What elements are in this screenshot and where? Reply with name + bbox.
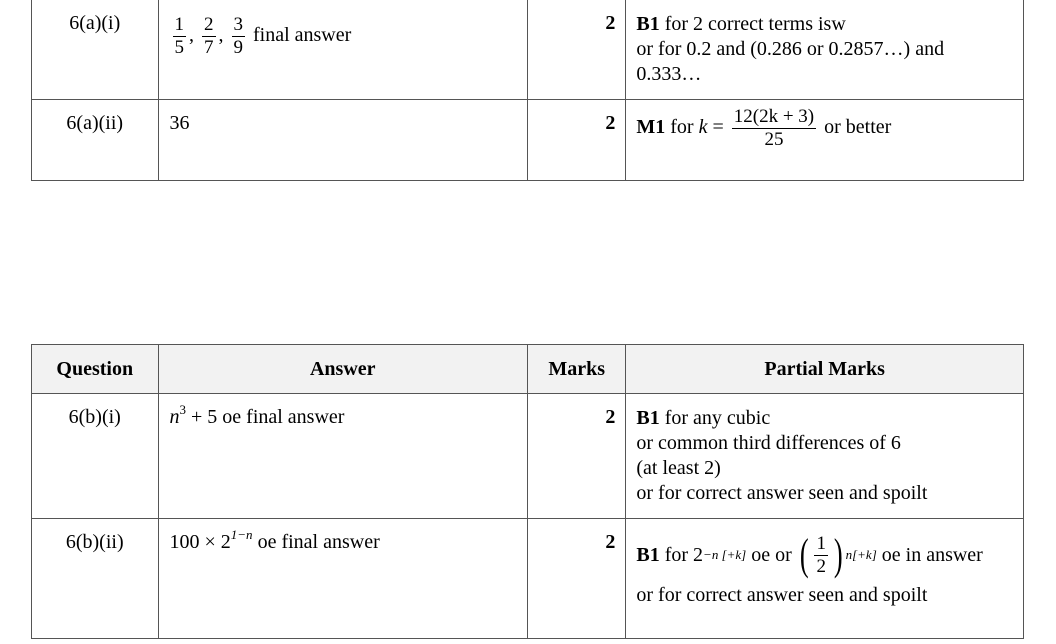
table-row (32, 394, 1024, 519)
fraction: $\frac{2}{7}$ (204, 14, 214, 58)
header-answer: Answer (158, 345, 527, 394)
question-cell: 6(a)(ii) (32, 100, 159, 181)
partial-marks-cell: B1 for 2 correct terms isw or for 0.2 and (0.286 or 0.2857…) and 0.333… (626, 0, 1024, 100)
marking-table-part-b (31, 344, 1024, 639)
fraction: $\frac{1}{5}$ (174, 14, 184, 58)
marks-cell: 2 (527, 0, 625, 100)
parenthesized-fraction: ( $\frac{1}{2}$ ) (799, 530, 843, 579)
header-partial-marks: Partial Marks (626, 345, 1024, 394)
partial-marks-cell: B1 for any cubic or common third differences of 6 (at least 2) or for correct answer seen and spoilt (626, 394, 1024, 519)
answer-cell: $n^3 + 5$ oe final answer (158, 394, 527, 519)
header-marks: Marks (527, 345, 625, 394)
marks-cell: 2 (527, 394, 625, 519)
marks-cell: 2 (527, 519, 625, 639)
table-row (32, 519, 1024, 639)
table-header-row (32, 345, 1024, 394)
answer-cell: 36 (158, 100, 527, 181)
table-row (32, 100, 1024, 181)
fraction: $\frac{1}{2}$ (816, 532, 826, 577)
question-cell: 6(a)(i) (32, 0, 159, 100)
answer-cell: $100 \times 2^{1-n}$ oe final answer (158, 519, 527, 639)
marks-cell: 2 (527, 100, 625, 181)
partial-marks-cell: M1 for k = $\frac{12(2k + 3)}{25}$ or better (626, 100, 1024, 181)
answer-suffix: final answer (253, 24, 352, 47)
partial-marks-cell: B1 for 2 −n [+k] oe or ( $\frac{1}{2}$ ) n[+k] oe in answer or for correct answer seen and spoilt (626, 519, 1024, 639)
question-cell: 6(b)(i) (32, 394, 159, 519)
table-row (32, 0, 1024, 100)
answer-cell: $\frac{1}{5}$ , $\frac{2}{7}$ , $\frac{3}{9}$ final answer (158, 0, 527, 100)
fraction: $\frac{12(2k + 3)}{25}$ (733, 106, 815, 150)
question-cell: 6(b)(ii) (32, 519, 159, 639)
marking-table-part-a (31, 0, 1024, 181)
fraction: $\frac{3}{9}$ (233, 14, 243, 58)
header-question: Question (32, 345, 159, 394)
